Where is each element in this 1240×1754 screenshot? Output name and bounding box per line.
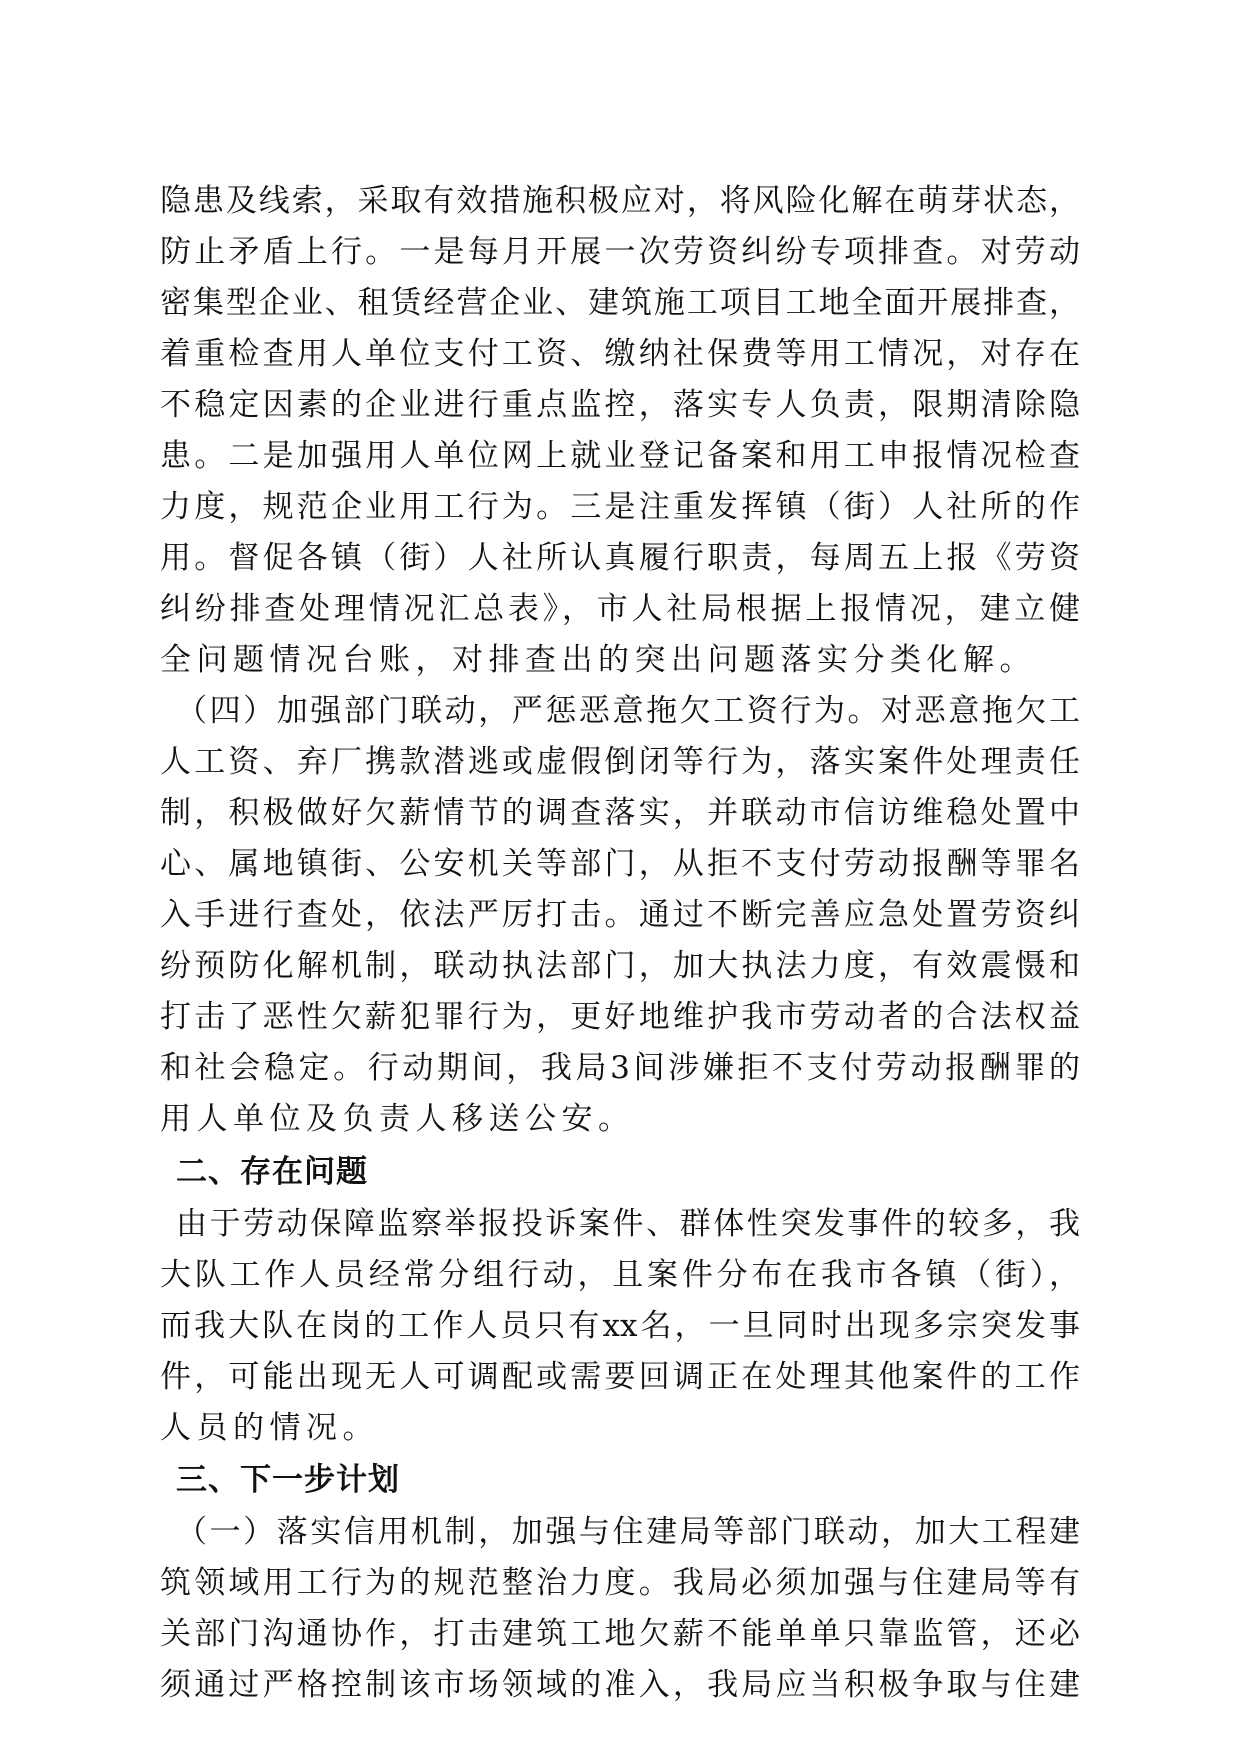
paragraph-line: 件，可能出现无人可调配或需要回调正在处理其他案件的工作 <box>160 1359 1080 1395</box>
paragraph-line: 人员的情况。 <box>160 1410 379 1446</box>
paragraph-line: 用人单位及负责人移送公安。 <box>160 1101 635 1137</box>
paragraph-line: 由于劳动保障监察举报投诉案件、群体性突发事件的较多，我 <box>176 1206 1080 1242</box>
paragraph-line: 筑领域用工行为的规范整治力度。我局必须加强与住建局等有 <box>160 1565 1080 1601</box>
paragraph-line: 用。督促各镇（街）人社所认真履行职责，每周五上报《劳资 <box>160 540 1080 576</box>
paragraph-line: 制，积极做好欠薪情节的调查落实，并联动市信访维稳处置中 <box>160 795 1080 831</box>
paragraph-line: 纠纷排查处理情况汇总表》，市人社局根据上报情况，建立健 <box>160 591 1080 627</box>
paragraph-line: 须通过严格控制该市场领域的准入，我局应当积极争取与住建 <box>160 1667 1080 1703</box>
paragraph-line: 隐患及线索，采取有效措施积极应对，将风险化解在萌芽状态， <box>160 183 1080 219</box>
paragraph-line: 而我大队在岗的工作人员只有xx名，一旦同时出现多宗突发事 <box>160 1308 1080 1344</box>
paragraph-line: 关部门沟通协作，打击建筑工地欠薪不能单单只靠监管，还必 <box>160 1616 1080 1652</box>
paragraph-line: 患。二是加强用人单位网上就业登记备案和用工申报情况检查 <box>160 438 1080 474</box>
paragraph-line: 防止矛盾上行。一是每月开展一次劳资纠纷专项排查。对劳动 <box>160 234 1080 270</box>
paragraph-line: 心、属地镇街、公安机关等部门，从拒不支付劳动报酬等罪名 <box>160 846 1080 882</box>
paragraph-line: 打击了恶性欠薪犯罪行为，更好地维护我市劳动者的合法权益 <box>160 999 1080 1035</box>
paragraph-line: 人工资、弃厂携款潜逃或虚假倒闭等行为，落实案件处理责任 <box>160 744 1080 780</box>
paragraph-line: 入手进行查处，依法严厉打击。通过不断完善应急处置劳资纠 <box>160 897 1080 933</box>
paragraph-line: 纷预防化解机制，联动执法部门，加大执法力度，有效震慑和 <box>160 948 1080 984</box>
section-heading-next-steps: 三、下一步计划 <box>176 1462 400 1498</box>
paragraph-line: 不稳定因素的企业进行重点监控，落实专人负责，限期清除隐 <box>160 387 1080 423</box>
paragraph-line: 着重检查用人单位支付工资、缴纳社保费等用工情况，对存在 <box>160 336 1080 372</box>
paragraph-line: 密集型企业、租赁经营企业、建筑施工项目工地全面开展排查， <box>160 285 1080 321</box>
section-heading-problems: 二、存在问题 <box>176 1154 368 1190</box>
paragraph-line: 大队工作人员经常分组行动，且案件分布在我市各镇（街）， <box>160 1257 1080 1293</box>
paragraph-line: （一）落实信用机制，加强与住建局等部门联动，加大工程建 <box>176 1514 1080 1550</box>
paragraph-line: 全问题情况台账，对排查出的突出问题落实分类化解。 <box>160 642 1036 678</box>
paragraph-line: 力度，规范企业用工行为。三是注重发挥镇（街）人社所的作 <box>160 489 1080 525</box>
paragraph-line: （四）加强部门联动，严惩恶意拖欠工资行为。对恶意拖欠工 <box>176 693 1080 729</box>
paragraph-line: 和社会稳定。行动期间，我局3间涉嫌拒不支付劳动报酬罪的 <box>160 1050 1080 1086</box>
